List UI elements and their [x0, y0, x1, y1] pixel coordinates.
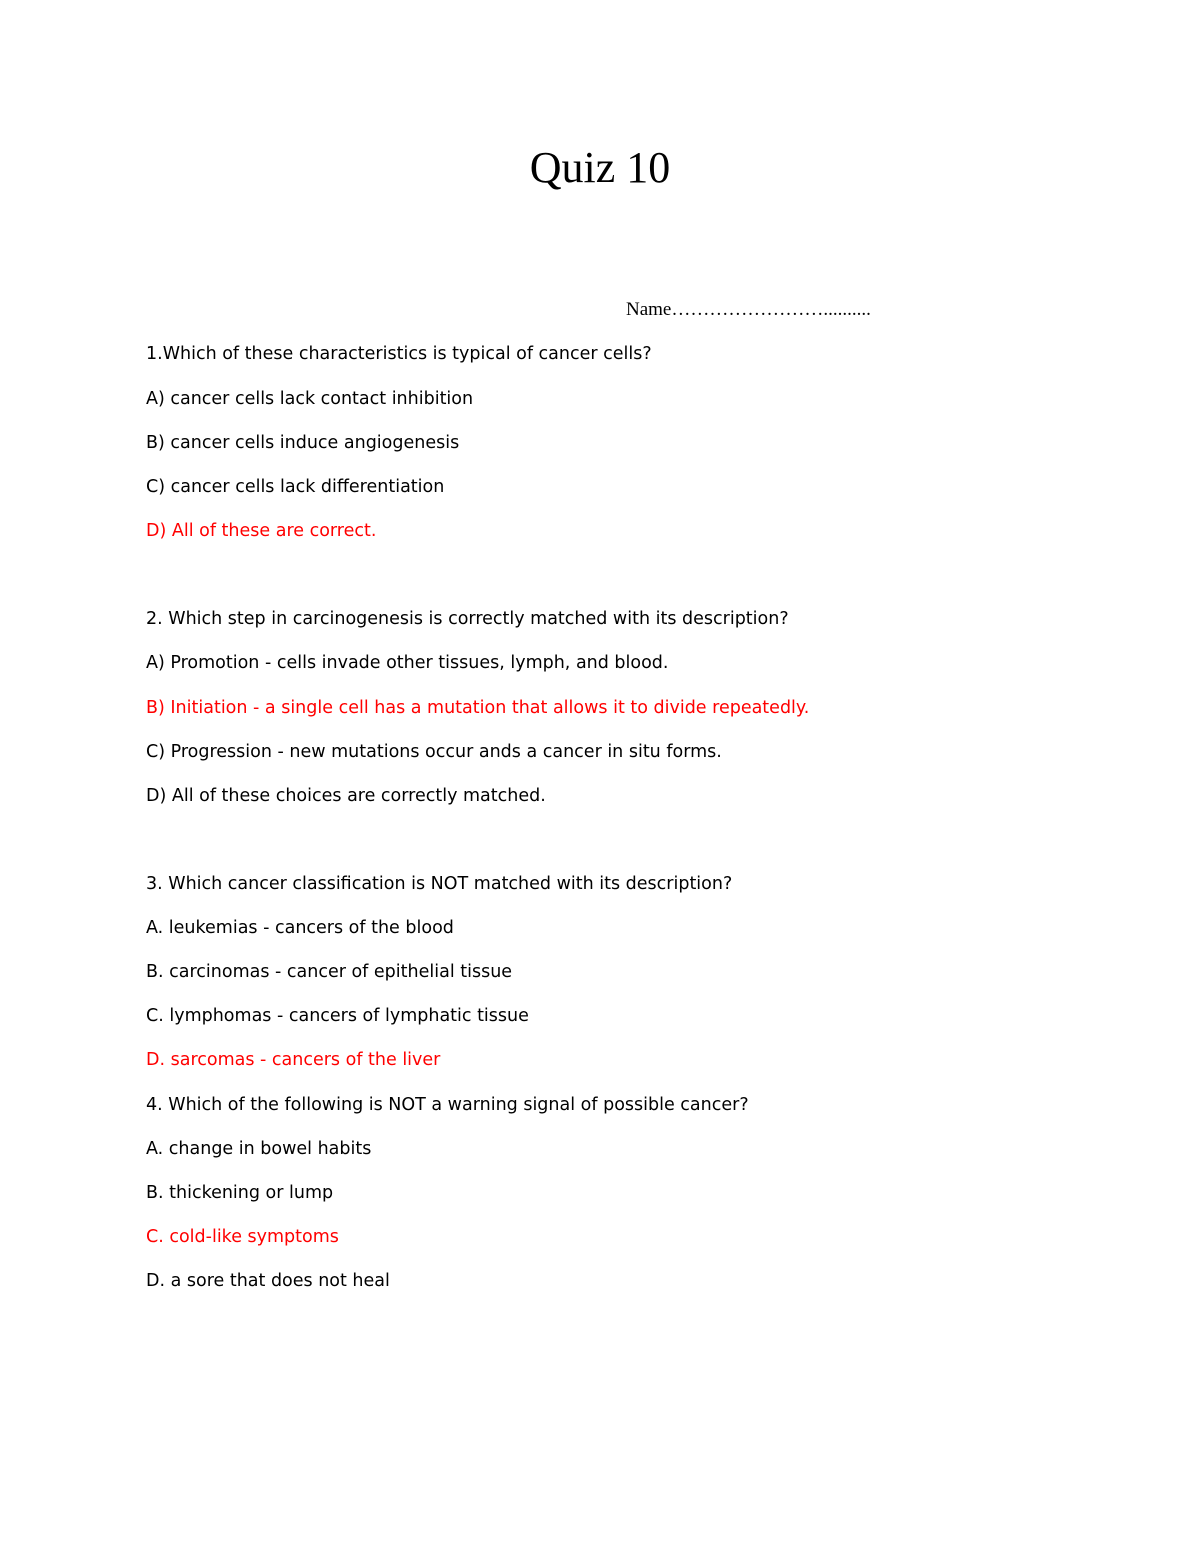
question-1-option-d: D) All of these are correct. — [146, 521, 377, 541]
question-3-option-d: D. sarcomas - cancers of the liver — [146, 1050, 441, 1070]
question-1-option-a: A) cancer cells lack contact inhibition — [146, 389, 474, 409]
question-2-option-d: D) All of these choices are correctly matched. — [146, 786, 546, 806]
question-4-text: 4. Which of the following is NOT a warning signal of possible cancer? — [146, 1095, 749, 1115]
question-2-text: 2. Which step in carcinogenesis is correctly matched with its description? — [146, 609, 789, 629]
question-1-option-c: C) cancer cells lack differentiation — [146, 477, 445, 497]
name-field-line: Name…………………….......... — [626, 299, 871, 320]
question-3-option-a: A. leukemias - cancers of the blood — [146, 918, 454, 938]
question-2-option-b: B) Initiation - a single cell has a mutation that allows it to divide repeatedly. — [146, 698, 810, 718]
question-3-text: 3. Which cancer classification is NOT matched with its description? — [146, 874, 733, 894]
question-4-option-a: A. change in bowel habits — [146, 1139, 372, 1159]
question-4-option-d: D. a sore that does not heal — [146, 1271, 390, 1291]
question-4-option-b: B. thickening or lump — [146, 1183, 334, 1203]
page-title: Quiz 10 — [529, 143, 671, 192]
question-4-option-c: C. cold-like symptoms — [146, 1227, 339, 1247]
question-1-text: 1.Which of these characteristics is typical of cancer cells? — [146, 344, 652, 364]
question-2-option-a: A) Promotion - cells invade other tissues, lymph, and blood. — [146, 653, 669, 673]
question-3-option-b: B. carcinomas - cancer of epithelial tissue — [146, 962, 513, 982]
question-2-option-c: C) Progression - new mutations occur ands a cancer in situ forms. — [146, 742, 722, 762]
question-1-option-b: B) cancer cells induce angiogenesis — [146, 433, 460, 453]
question-3-option-c: C. lymphomas - cancers of lymphatic tissue — [146, 1006, 529, 1026]
